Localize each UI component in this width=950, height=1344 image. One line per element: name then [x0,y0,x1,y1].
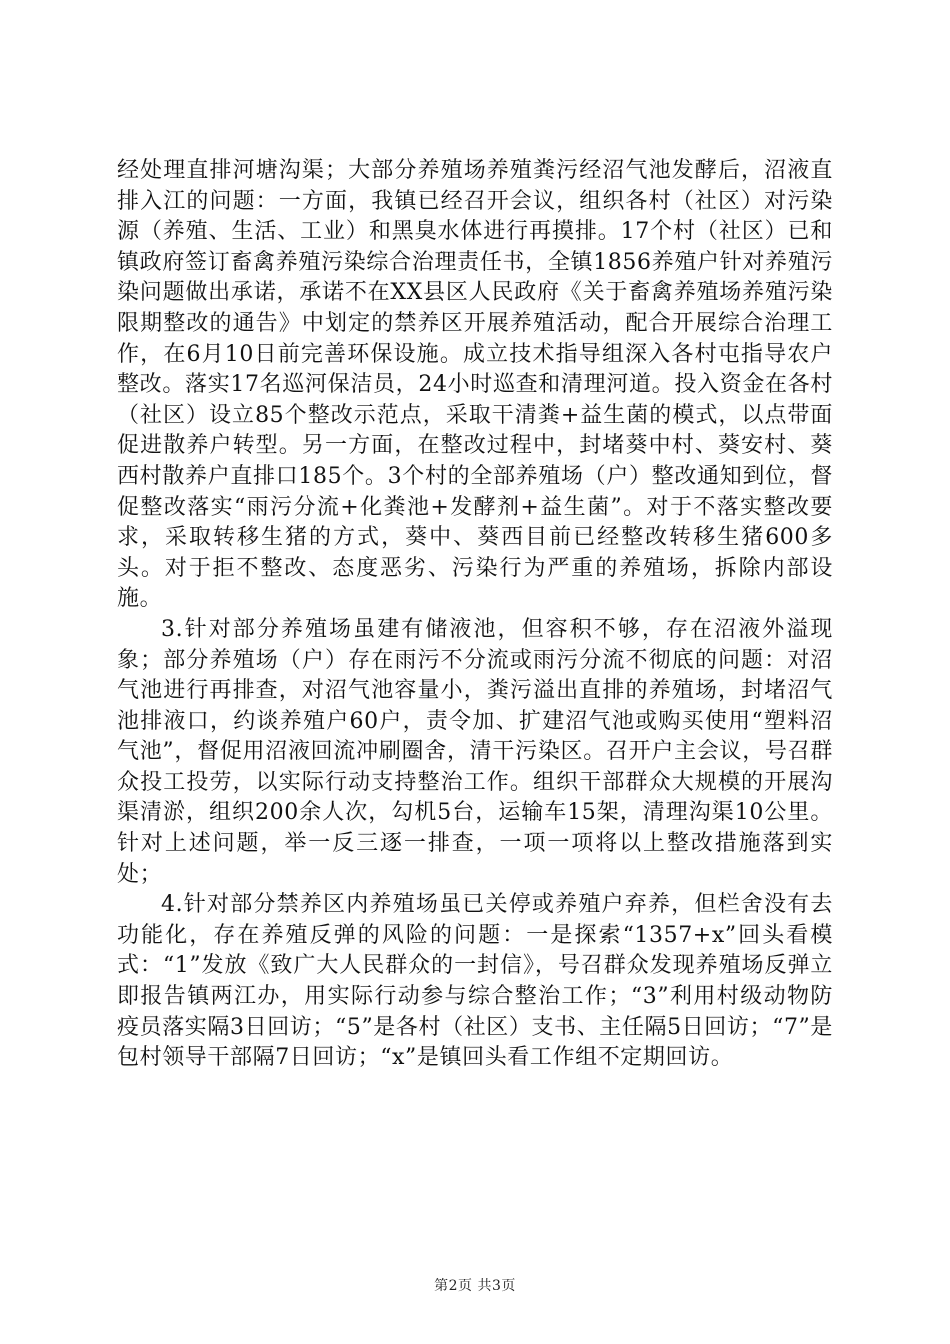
paragraph-1: 经处理直排河塘沟渠；大部分养殖场养殖粪污经沼气池发酵后，沼液直排入江的问题：一方面，我镇已经召开会议，组织各村（社区）对污染源（养殖、生活、工业）和黑臭水体进行再摸排。17个村（社区）已和镇政府签订畜禽养殖污染综合治理责任书，全镇1856养殖户针对养殖污染问题做出承诺，承诺不在XX县区人民政府《关于畜禽养殖场养殖污染限期整改的通告》中划定的禁养区开展养殖活动，配合开展综合治理工作，在6月10日前完善环保设施。成立技术指导组深入各村屯指导农户整改。落实17名巡河保洁员，24小时巡查和清理河道。投入资金在各村（社区）设立85个整改示范点，采取干清粪+益生菌的模式，以点带面促进散养户转型。另一方面，在整改过程中，封堵葵中村、葵安村、葵西村散养户直排口185个。3个村的全部养殖场（户）整改通知到位，督促整改落实“雨污分流+化粪池+发酵剂+益生菌”。对于不落实整改要求，采取转移生猪的方式，葵中、葵西目前已经整改转移生猪600多头。对于拒不整改、态度恶劣、污染行为严重的养殖场，拆除内部设施。 [117,158,833,612]
paragraph-3: 4.针对部分禁养区内养殖场虽已关停或养殖户弃养，但栏舍没有去功能化，存在养殖反弹的风险的问题：一是探索“1357+x”回头看模式：“1”发放《致广大人民群众的一封信》，号召群众发现养殖场反弹立即报告镇两江办，用实际行动参与综合整治工作；“3”利用村级动物防疫员落实隔3日回访；“5”是各村（社区）支书、主任隔5日回访；“7”是包村领导干部隔7日回访；“x”是镇回头看工作组不定期回访。 [117,892,833,1071]
document-body [117,156,833,1074]
paragraph-2: 3.针对部分养殖场虽建有储液池，但容积不够，存在沼液外溢现象；部分养殖场（户）存在雨污不分流或雨污分流不彻底的问题：对沼气池进行再排查，对沼气池容量小，粪污溢出直排的养殖场，封堵沼气池排液口，约谈养殖户60户，责令加、扩建沼气池或购买使用“塑料沼气池”，督促用沼液回流冲刷圈舍，清干污染区。召开户主会议，号召群众投工投劳，以实际行动支持整治工作。组织干部群众大规模的开展沟渠清淤，组织200余人次，勾机5台，运输车15架，清理沟渠10公里。针对上述问题，举一反三逐一排查，一项一项将以上整改措施落到实处； [117,616,833,887]
page-footer: 第2页 共3页 [434,1278,516,1294]
